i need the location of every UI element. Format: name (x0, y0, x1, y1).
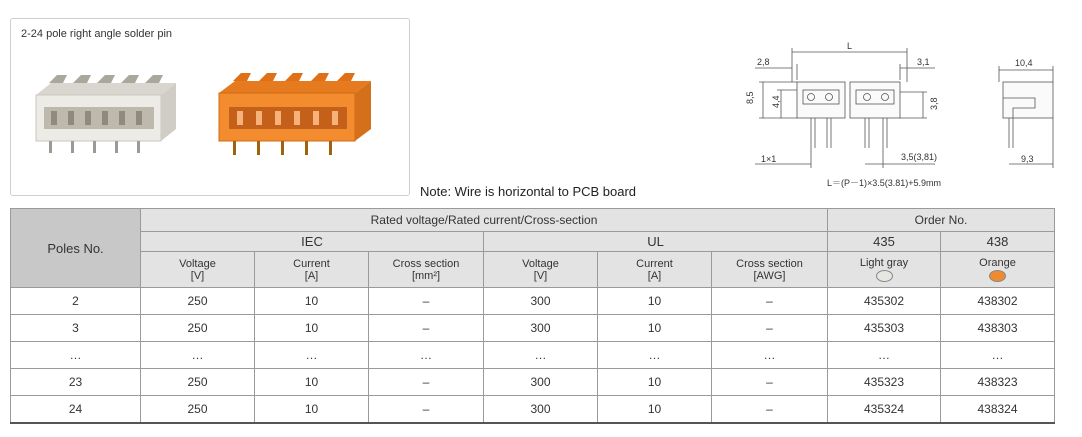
ul-voltage-cell: 300 (484, 396, 598, 424)
dim-3-8-label: 3,8 (929, 97, 939, 110)
order-438-header: 438 (941, 232, 1055, 252)
poles-cell: 2 (11, 288, 141, 315)
ul-current-cell: … (598, 342, 712, 369)
connector-photos (11, 19, 409, 195)
poles-header: Poles No. (11, 209, 141, 288)
order-header: Order No. (828, 209, 1055, 232)
dim-pitch-label: 3,5(3,81) (901, 152, 938, 162)
table-body (11, 288, 1055, 424)
dim-9-3-label: 9,3 (1021, 154, 1034, 164)
light-gray-header: Light gray (828, 252, 941, 288)
light-gray-swatch (876, 270, 893, 282)
iec-voltage-cell: 250 (141, 315, 255, 342)
iec-cross-section-cell: – (369, 396, 484, 424)
photo-title: 2-24 pole right angle solder pin (21, 28, 173, 40)
order-435-cell: 435303 (828, 315, 941, 342)
ul-cross-section-cell: – (712, 288, 828, 315)
dim-1x1-label: 1×1 (761, 154, 777, 164)
order-435-cell: 435302 (828, 288, 941, 315)
order-435-cell: … (828, 342, 941, 369)
specification-table (10, 208, 1055, 424)
iec-voltage-cell: … (141, 342, 255, 369)
ul-cross-section-cell: – (712, 369, 828, 396)
ul-voltage-header: Voltage [V] (484, 252, 598, 288)
ul-voltage-cell: 300 (484, 369, 598, 396)
iec-cross-section-cell: – (369, 288, 484, 315)
rated-header: Rated voltage/Rated current/Cross-section (141, 209, 828, 232)
iec-cross-section-cell: – (369, 315, 484, 342)
ul-current-cell: 10 (598, 369, 712, 396)
table-row (11, 369, 1055, 396)
ul-voltage-cell: … (484, 342, 598, 369)
table-row (11, 288, 1055, 315)
iec-current-cell: 10 (255, 369, 369, 396)
iec-header: IEC (141, 232, 484, 252)
order-435-cell: 435324 (828, 396, 941, 424)
ul-cross-section-cell: … (712, 342, 828, 369)
dim-8-5-label: 8,5 (745, 91, 755, 104)
iec-current-cell: 10 (255, 288, 369, 315)
order-438-cell: 438323 (941, 369, 1055, 396)
poles-cell: 23 (11, 369, 141, 396)
iec-voltage-cell: 250 (141, 288, 255, 315)
length-formula: L＝(P－1)×3.5(3.81)+5.9mm (827, 178, 942, 188)
order-435-cell: 435323 (828, 369, 941, 396)
iec-current-cell: 10 (255, 396, 369, 424)
poles-cell: 3 (11, 315, 141, 342)
order-438-cell: 438324 (941, 396, 1055, 424)
ul-voltage-cell: 300 (484, 315, 598, 342)
poles-cell: … (11, 342, 141, 369)
table-row (11, 315, 1055, 342)
iec-current-cell: … (255, 342, 369, 369)
order-438-cell: 438302 (941, 288, 1055, 315)
dim-2-8-label: 2,8 (757, 57, 770, 67)
iec-voltage-cell: 250 (141, 369, 255, 396)
order-435-header: 435 (828, 232, 941, 252)
orange-header: Orange (941, 252, 1055, 288)
iec-cross-section-header: Cross section [mm²] (369, 252, 484, 288)
iec-cross-section-cell: – (369, 369, 484, 396)
product-photo-panel (10, 18, 410, 196)
ul-cross-section-header: Cross section [AWG] (712, 252, 828, 288)
ul-current-header: Current [A] (598, 252, 712, 288)
ul-cross-section-cell: – (712, 396, 828, 424)
ul-voltage-cell: 300 (484, 288, 598, 315)
dim-4-4-label: 4,4 (771, 95, 781, 108)
order-438-cell: … (941, 342, 1055, 369)
table-row (11, 396, 1055, 424)
iec-current-cell: 10 (255, 315, 369, 342)
orange-connector-image (219, 73, 371, 155)
poles-cell: 24 (11, 396, 141, 424)
light-gray-connector-image (36, 75, 176, 153)
ul-current-cell: 10 (598, 315, 712, 342)
dim-L-label: L (847, 41, 853, 51)
ul-header: UL (484, 232, 828, 252)
orange-swatch (989, 270, 1006, 282)
iec-voltage-cell: 250 (141, 396, 255, 424)
ul-current-cell: 10 (598, 396, 712, 424)
iec-current-header: Current [A] (255, 252, 369, 288)
dim-3-1-label: 3,1 (917, 57, 930, 67)
iec-cross-section-cell: … (369, 342, 484, 369)
table-row (11, 342, 1055, 369)
wire-note: Note: Wire is horizontal to PCB board (420, 184, 637, 199)
order-438-cell: 438303 (941, 315, 1055, 342)
dim-10-4-label: 10,4 (1015, 58, 1033, 68)
iec-voltage-header: Voltage [V] (141, 252, 255, 288)
technical-drawing (735, 38, 1065, 198)
ul-cross-section-cell: – (712, 315, 828, 342)
ul-current-cell: 10 (598, 288, 712, 315)
